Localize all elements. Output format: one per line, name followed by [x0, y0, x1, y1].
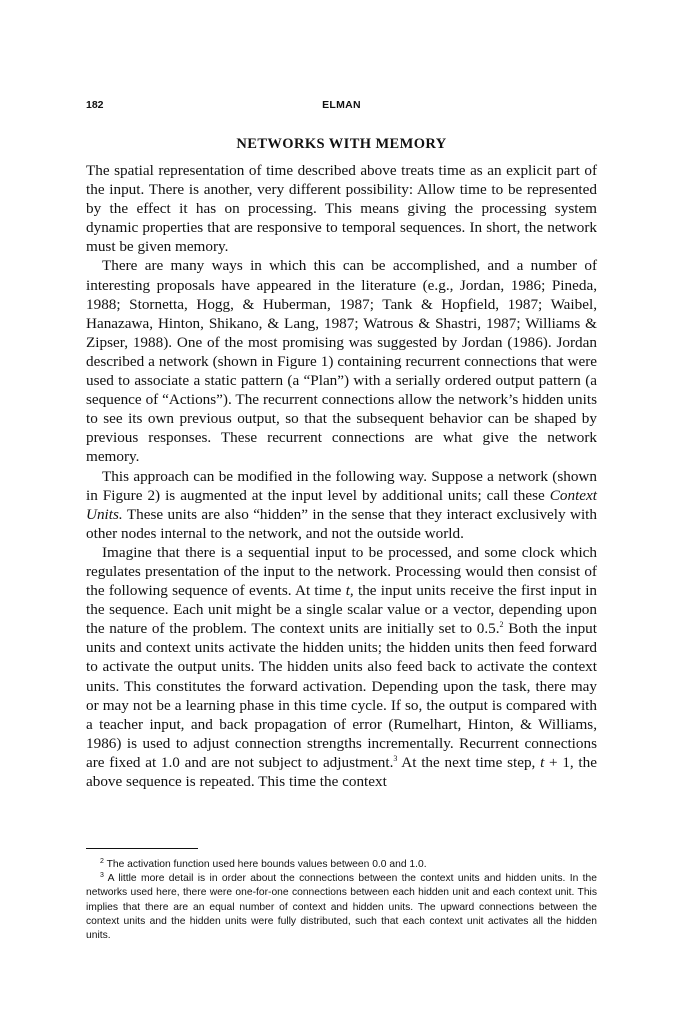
footnote-2-text: The activation function used here bounds values between 0.0 and 1.0.	[103, 859, 427, 870]
context-units-term: Context Units.	[86, 486, 597, 523]
footnote-ref-2[interactable]: 2	[499, 620, 504, 630]
footnote-mark-2: 2	[100, 858, 104, 865]
paragraph-2: There are many ways in which this can be accomplished, and a number of interesting proposals have appeared in the literature (e.g., Jordan, 1986; Pineda, 1988; Stornetta, Hogg, & Huberman, 1987; Tank & Hopfield, 1987; Waibel, Hanazawa, Hinton, Shikano, & Lang, 1987; Watrous & Shastri, 1987; Williams & Zipser, 1988). One of the most promising was suggested by Jordan (1986). Jordan described a network (shown in Figure 1) containing recurrent connections that were used to associate a static pattern (a “Plan”) with a serially ordered output pattern (a sequence of “Actions”). The recurrent connections allow the network’s hidden units to see its own previous output, so that the subsequent behavior can be shaped by previous responses. These recurrent connections are what give the network memory.	[86, 257, 597, 466]
footnotes	[86, 858, 597, 943]
time-variable-next: t	[540, 753, 545, 771]
paragraph-4-text-b: , the input units receive the first input in the sequence. Each unit might be a single scalar value or a vector, depending upon the nature of the problem. The context units are initially set to 0.5.	[86, 582, 598, 638]
footnote-3	[86, 872, 597, 943]
paragraph-3-text-a: This approach can be modified in the following way. Suppose a network (shown in Figure 2) is augmented at the input level by additional units; call these	[86, 467, 597, 504]
paragraph-4-text-d: At the next time step,	[397, 753, 541, 771]
paragraph-4-text-a: Imagine that there is a sequential input to be processed, and some clock which regulates presentation of the input to the network. Processing would then consist of the following sequence of events. At time	[86, 543, 597, 600]
footnote-3-text: A little more detail is in order about the connections between the context units and hidden units. In the networks used here, there were one-for-one connections between each hidden unit and each context unit. This implies that there are an equal number of context and hidden units. The upward connections between the context units and the hidden units were fully distributed, such that each context unit activates all the hidden units.	[86, 873, 597, 942]
paragraph-4	[86, 543, 597, 791]
paragraph-4-text-e: + 1, the above sequence is repeated. This time the context	[86, 753, 597, 790]
footnote-divider	[86, 848, 198, 849]
footnote-mark-3: 3	[100, 872, 104, 880]
body-text	[86, 161, 597, 791]
footnote-ref-3[interactable]: 3	[393, 753, 398, 763]
running-head: ELMAN	[322, 99, 361, 111]
section-title: NETWORKS WITH MEMORY	[236, 136, 447, 152]
paragraph-4-text-c: Both the input units and context units activate the hidden units; the hidden units then feed forward to activate the output units. The hidden units also feed back to activate the context units. This constitutes the forward activation. Depending upon the task, there may or may not be a learning phase in this time cycle. If so, the output is compared with a teacher input, and back propagation of error (Rumelhart, Hinton, & Williams, 1986) is used to adjust connection strengths incrementally. Recurrent connections are fixed at 1.0 and are not subject to adjustment.	[86, 620, 597, 771]
page-header	[86, 99, 597, 113]
paragraph-1: The spatial representation of time described above treats time as an explicit part of the input. There is another, very different possibility: Allow time to be represented by the effect it has on processing. This means giving the processing system dynamic properties that are responsive to temporal sequences. In short, the network must be given memory.	[86, 162, 597, 256]
time-variable: t	[345, 582, 350, 600]
paragraph-3	[86, 467, 597, 543]
footnote-2	[86, 858, 597, 872]
page-number: 182	[86, 99, 104, 111]
paragraph-3-text-b: These units are also “hidden” in the sense that they interact exclusively with other nodes internal to the network, and not the outside world.	[86, 505, 597, 542]
